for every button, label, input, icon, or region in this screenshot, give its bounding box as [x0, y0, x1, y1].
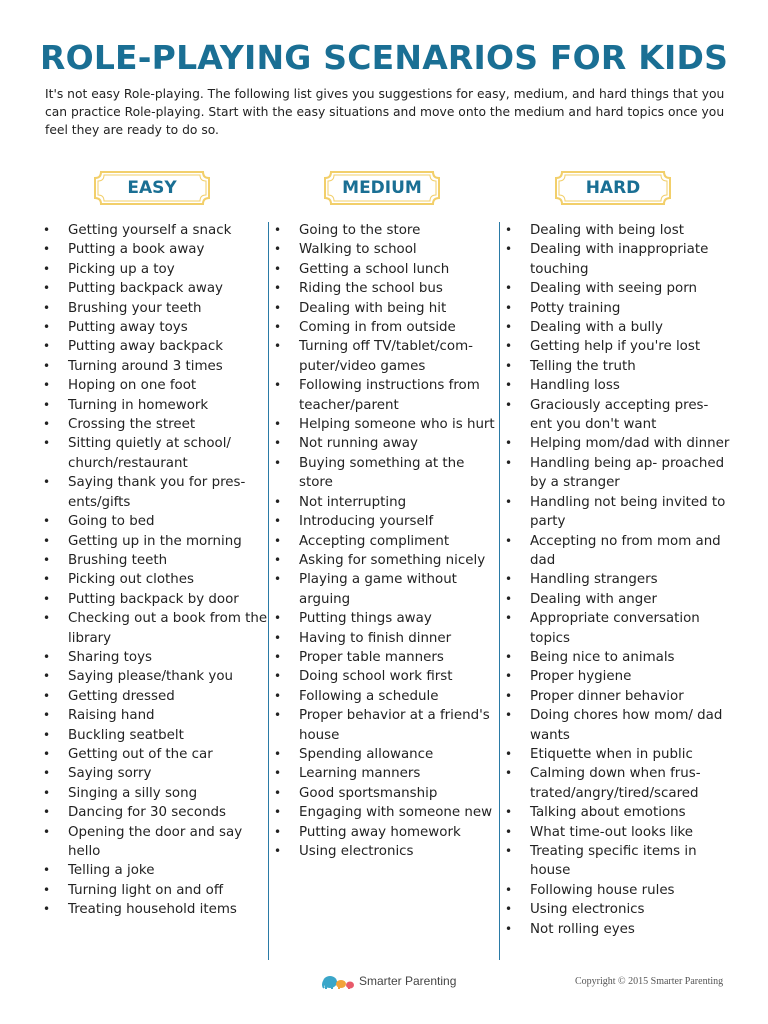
list-item: • Accepting compliment — [274, 532, 499, 551]
list-item: • Turning in homework — [43, 396, 268, 415]
medium-column — [274, 170, 499, 861]
hard-label: HARD — [585, 178, 641, 198]
page-title: ROLE-PLAYING SCENARIOS FOR KIDS — [39, 38, 729, 77]
list-item: • Telling a joke — [43, 861, 268, 880]
list-item: • Etiquette when in public — [505, 745, 730, 764]
medium-label: MEDIUM — [342, 178, 422, 198]
list-item: • Putting backpack by door — [43, 590, 268, 609]
list-item: • Saying please/thank you — [43, 667, 268, 686]
list-item: • Dealing with being lost — [505, 221, 730, 240]
list-item: • Helping mom/dad with dinner — [505, 434, 730, 453]
list-item: • Brushing your teeth — [43, 299, 268, 318]
intro-paragraph: It's not easy Role-playing. The following list gives you suggestions for easy, medium, and hard things that you can practice Role-playing. Start with the easy situations and move onto the medium and hard topics once you feel they are ready to do so. — [45, 87, 725, 137]
list-item: • Singing a silly song — [43, 784, 268, 803]
list-item: • Playing a game without arguing — [274, 570, 499, 609]
list-item: • Handling not being invited to party — [505, 493, 730, 532]
easy-column — [43, 170, 268, 920]
list-item: • Handling loss — [505, 376, 730, 395]
list-item: • Riding the school bus — [274, 279, 499, 298]
list-item: • Not running away — [274, 434, 499, 453]
list-item: • Getting yourself a snack — [43, 221, 268, 240]
list-item: • Saying thank you for pres- ents/gifts — [43, 473, 268, 512]
list-item: • Coming in from outside — [274, 318, 499, 337]
list-item: • Crossing the street — [43, 415, 268, 434]
list-item: • Picking up a toy — [43, 260, 268, 279]
list-item: • Helping someone who is hurt — [274, 415, 499, 434]
list-item: • Getting help if you're lost — [505, 337, 730, 356]
list-item: • Potty training — [505, 299, 730, 318]
list-item: • Not interrupting — [274, 493, 499, 512]
list-item: • Going to bed — [43, 512, 268, 531]
list-item: • Proper behavior at a friend's house — [274, 706, 499, 745]
medium-list — [274, 221, 499, 861]
list-item: • Putting away toys — [43, 318, 268, 337]
list-item: • Opening the door and say hello — [43, 823, 268, 862]
list-item: • Getting a school lunch — [274, 260, 499, 279]
column-divider-right — [499, 222, 500, 960]
list-item: • Calming down when frus- trated/angry/tired/scared — [505, 764, 730, 803]
easy-list — [43, 221, 268, 920]
list-item: • Saying sorry — [43, 764, 268, 783]
smarter-parenting-logo — [322, 972, 456, 990]
hard-list — [505, 221, 730, 939]
list-item: • Putting a book away — [43, 240, 268, 259]
list-item: • Engaging with someone new — [274, 803, 499, 822]
list-item: • Following instructions from teacher/parent — [274, 376, 499, 415]
copyright-text: Copyright © 2015 Smarter Parenting — [575, 976, 724, 987]
list-item: • Proper hygiene — [505, 667, 730, 686]
easy-label: EASY — [127, 178, 177, 198]
list-item: • Dealing with seeing porn — [505, 279, 730, 298]
list-item: • Dancing for 30 seconds — [43, 803, 268, 822]
list-item: • Dealing with anger — [505, 590, 730, 609]
list-item: • Dealing with being hit — [274, 299, 499, 318]
list-item: • Putting away homework — [274, 823, 499, 842]
list-item: • Proper table manners — [274, 648, 499, 667]
list-item: • Handling being ap- proached by a stranger — [505, 454, 730, 493]
list-item: • Doing chores how mom/ dad wants — [505, 706, 730, 745]
list-item: • Sharing toys — [43, 648, 268, 667]
list-item: • Using electronics — [505, 900, 730, 919]
list-item: • What time-out looks like — [505, 823, 730, 842]
list-item: • Learning manners — [274, 764, 499, 783]
list-item: • Treating household items — [43, 900, 268, 919]
list-item: • Following a schedule — [274, 687, 499, 706]
hard-badge — [552, 170, 674, 206]
hard-column — [505, 170, 730, 939]
list-item: • Raising hand — [43, 706, 268, 725]
list-item: • Accepting no from mom and dad — [505, 532, 730, 571]
list-item: • Being nice to animals — [505, 648, 730, 667]
list-item: • Asking for something nicely — [274, 551, 499, 570]
medium-badge — [321, 170, 443, 206]
list-item: • Using electronics — [274, 842, 499, 861]
list-item: • Buckling seatbelt — [43, 726, 268, 745]
list-item: • Good sportsmanship — [274, 784, 499, 803]
list-item: • Introducing yourself — [274, 512, 499, 531]
easy-badge — [91, 170, 213, 206]
list-item: • Handling strangers — [505, 570, 730, 589]
list-item: • Checking out a book from the library — [43, 609, 268, 648]
list-item: • Having to finish dinner — [274, 629, 499, 648]
list-item: • Sitting quietly at school/ church/restaurant — [43, 434, 268, 473]
list-item: • Appropriate conversation topics — [505, 609, 730, 648]
list-item: • Dealing with a bully — [505, 318, 730, 337]
list-item: • Doing school work first — [274, 667, 499, 686]
list-item: • Hoping on one foot — [43, 376, 268, 395]
list-item: • Following house rules — [505, 881, 730, 900]
list-item: • Proper dinner behavior — [505, 687, 730, 706]
list-item: • Going to the store — [274, 221, 499, 240]
list-item: • Buying something at the store — [274, 454, 499, 493]
list-item: • Getting dressed — [43, 687, 268, 706]
footer-brand: Smarter Parenting — [359, 974, 457, 988]
list-item: • Turning light on and off — [43, 881, 268, 900]
list-item: • Putting away backpack — [43, 337, 268, 356]
list-item: • Turning around 3 times — [43, 357, 268, 376]
list-item: • Not rolling eyes — [505, 920, 730, 939]
list-item: • Getting out of the car — [43, 745, 268, 764]
list-item: • Dealing with inappropriate touching — [505, 240, 730, 279]
list-item: • Picking out clothes — [43, 570, 268, 589]
list-item: • Telling the truth — [505, 357, 730, 376]
list-item: • Brushing teeth — [43, 551, 268, 570]
list-item: • Putting things away — [274, 609, 499, 628]
list-item: • Spending allowance — [274, 745, 499, 764]
elephant-family-icon — [322, 972, 356, 990]
list-item: • Turning off TV/tablet/com- puter/video games — [274, 337, 499, 376]
list-item: • Walking to school — [274, 240, 499, 259]
list-item: • Putting backpack away — [43, 279, 268, 298]
list-item: • Graciously accepting pres- ent you don't want — [505, 396, 730, 435]
list-item: • Talking about emotions — [505, 803, 730, 822]
list-item: • Treating specific items in house — [505, 842, 730, 881]
list-item: • Getting up in the morning — [43, 532, 268, 551]
column-divider-left — [268, 222, 269, 960]
